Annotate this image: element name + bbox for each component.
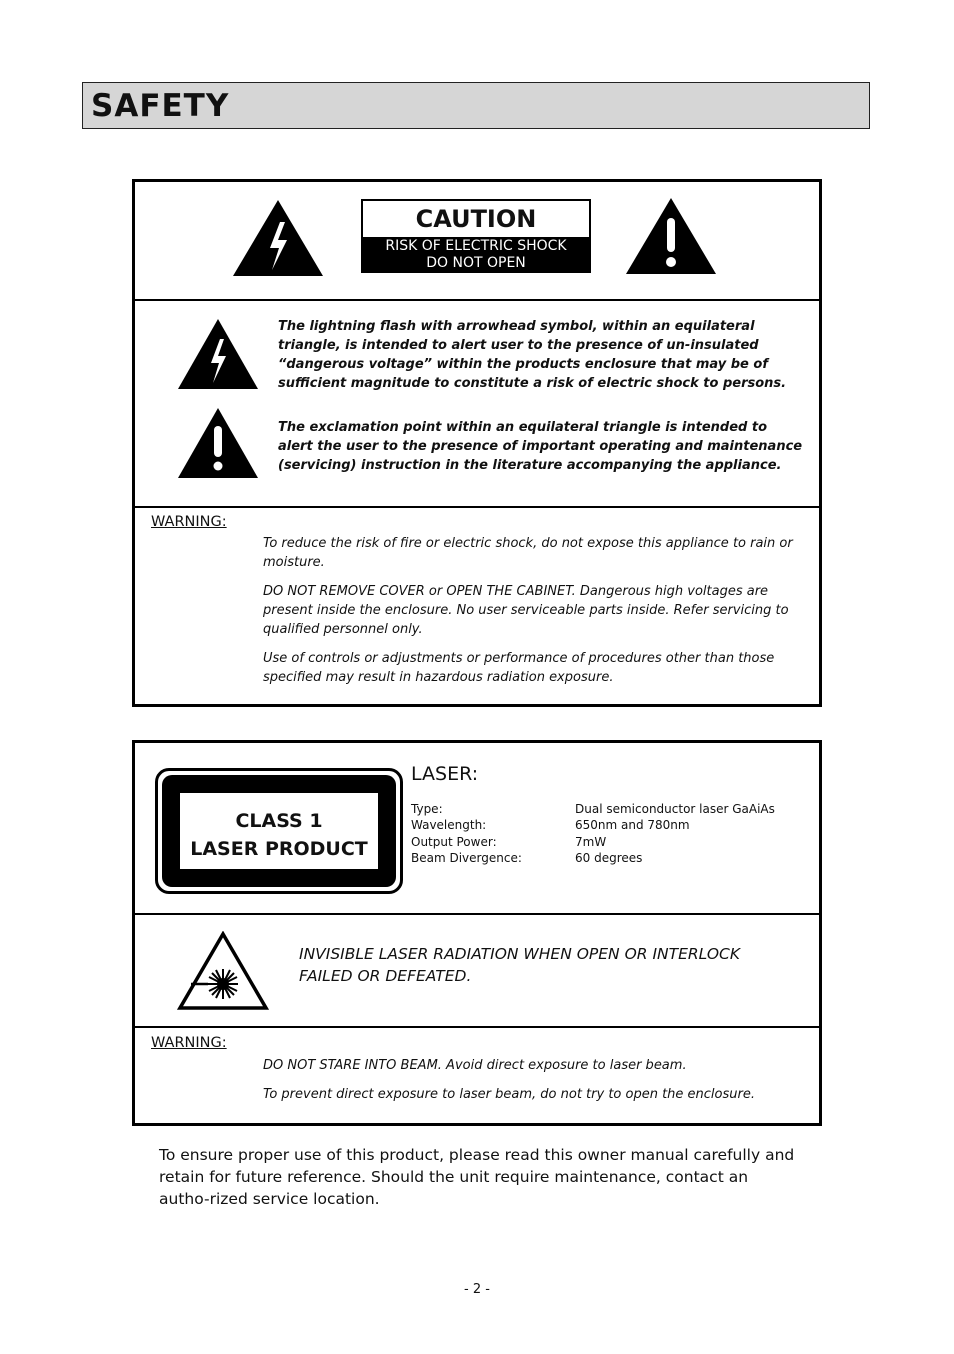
- caution-line-1: RISK OF ELECTRIC SHOCK: [385, 238, 567, 254]
- caution-subtitle: [363, 237, 589, 271]
- warning-paragraph: Use of controls or adjustments or performance of procedures other than those specified may result in hazardous radiation exposure.: [263, 651, 775, 685]
- warning-paragraph: DO NOT REMOVE COVER or OPEN THE CABINET. Dangerous high voltages are present inside the enclosure. No user serviceable parts inside. Refer servicing to qualified personnel only.: [263, 584, 789, 637]
- warning-paragraph: DO NOT STARE INTO BEAM. Avoid direct exposure to laser beam.: [263, 1058, 687, 1073]
- spec-value: 7mW: [575, 835, 607, 849]
- divider: [135, 299, 819, 301]
- warning-paragraph: To prevent direct exposure to laser beam, do not try to open the enclosure.: [263, 1087, 755, 1102]
- exclamation-triangle-icon: [176, 406, 260, 480]
- spec-value: 650nm and 780nm: [575, 818, 690, 832]
- laser-title: LASER:: [411, 763, 479, 785]
- divider: [135, 913, 819, 915]
- lightning-triangle-icon: [176, 317, 260, 391]
- spec-label: Output Power:: [411, 835, 497, 849]
- badge-line-1: CLASS 1: [235, 810, 323, 832]
- caution-line-2: DO NOT OPEN: [426, 255, 526, 271]
- divider: [135, 1026, 819, 1028]
- laser-radiation-warning: [299, 943, 740, 987]
- spec-label: Wavelength:: [411, 818, 487, 832]
- laser-box: [132, 740, 822, 1126]
- class1-laser-badge: [155, 768, 403, 894]
- radiation-line-2: FAILED OR DEFEATED.: [299, 967, 472, 985]
- caution-label: [361, 199, 591, 273]
- exclamation-symbol-description: The exclamation point within an equilateral triangle is intended to alert the user to the presence of important operating and maintenance (servicing) instruction in the literature accompanying the appliance.: [278, 420, 803, 473]
- warning-label: WARNING:: [151, 1035, 227, 1051]
- badge-line-2: LASER PRODUCT: [190, 838, 368, 860]
- divider: [135, 506, 819, 508]
- exclamation-triangle-icon: [624, 196, 718, 276]
- warning-paragraph: To reduce the risk of fire or electric shock, do not expose this appliance to rain or moisture.: [263, 536, 793, 570]
- spec-label: Type:: [411, 802, 443, 816]
- spec-value: Dual semiconductor laser GaAiAs: [575, 802, 775, 816]
- spec-label: Beam Divergence:: [411, 851, 522, 865]
- warning-label: WARNING:: [151, 514, 227, 530]
- radiation-line-1: INVISIBLE LASER RADIATION WHEN OPEN OR INTERLOCK: [299, 945, 741, 963]
- lightning-symbol-description: The lightning flash with arrowhead symbol, within an equilateral triangle, is intended to alert user to the presence of un-insulated “dangerous voltage” within the products enclosure that may be of sufficient magnitude to constitute a risk of electric shock to persons.: [278, 319, 787, 391]
- lightning-triangle-icon: [231, 198, 325, 278]
- page-title: SAFETY: [91, 88, 230, 124]
- page-number: - 2 -: [464, 1282, 490, 1297]
- laser-hazard-icon: [177, 931, 269, 1011]
- section-heading: [82, 82, 870, 129]
- owner-manual-note: To ensure proper use of this product, please read this owner manual carefully and retain for future reference. Should the unit require maintenance, contact an autho-rized service location.: [159, 1146, 795, 1208]
- caution-title: CAUTION: [415, 205, 537, 233]
- spec-value: 60 degrees: [575, 851, 643, 865]
- caution-box: [132, 179, 822, 707]
